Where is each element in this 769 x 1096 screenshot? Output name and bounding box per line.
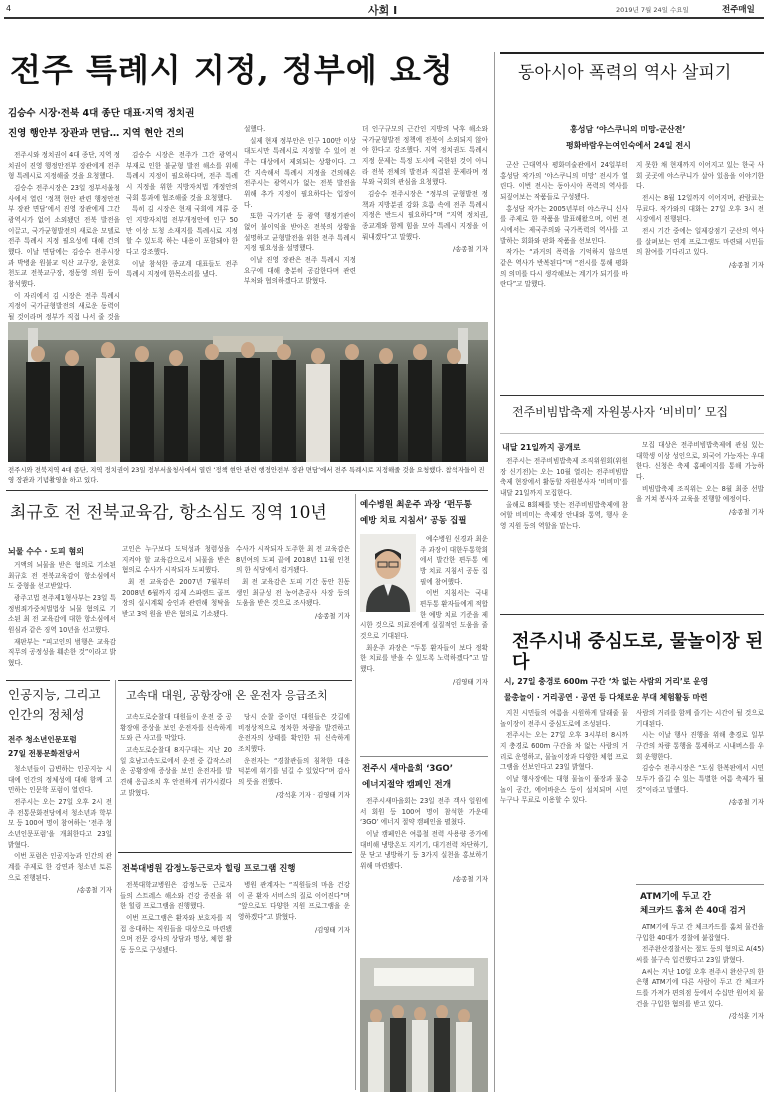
- paragraph: 고인은 누구보다 도덕성과 청렴성을 지켜야 할 교육감으로서 뇌물을 받은 혐의로 수사가 시작되자 도피했다.: [122, 545, 230, 575]
- east-asia-sub-2: 평화바람우는여인숙에서 24일 전시: [566, 141, 691, 150]
- paragraph: 이번 포럼은 인공지능과 인간의 관계를 주제로 한 강연과 청소년 토론으로 진행된다.: [8, 852, 112, 882]
- paragraph: 사람의 거리를 함께 즐기는 시간이 될 것으로 기대된다.: [636, 709, 764, 728]
- section-rule: [6, 680, 110, 681]
- paper-name: 전주매일: [722, 5, 755, 15]
- paragraph: 이날 행사장에는 대형 물놀이 풀장과 물총 놀이 공간, 에어바운스 등이 설치되며 시민 누구나 무료로 이용할 수 있다.: [500, 775, 628, 805]
- paragraph: 병원 관계자는 “직원들의 마음 건강이 곧 환자 서비스의 질로 이어진다”며 “앞으로도 다양한 지원 프로그램을 운영하겠다”고 밝혔다.: [238, 881, 350, 922]
- east-asia-column-2: [636, 160, 764, 384]
- column-divider: [115, 680, 116, 1092]
- section-rule: [360, 756, 488, 757]
- paragraph: 지 못한 채 현재까지 이어지고 있는 한국 사회 곳곳에 야스쿠니가 살아 있음을 이야기한다.: [636, 161, 764, 191]
- byline: /송종철 기자: [728, 798, 764, 807]
- section-rule: [6, 490, 488, 491]
- paragraph: 고속도로순찰대 대원들이 운전 중 공황장애 증상을 보인 운전자를 신속하게 도와 큰 사고를 막았다.: [120, 713, 232, 743]
- airport-column-1: [120, 712, 232, 848]
- page-header: [6, 2, 764, 16]
- page-number: 4: [6, 4, 12, 13]
- paragraph: ATM기에 두고 간 체크카드를 훔쳐 물건을 구입한 40대가 경찰에 붙잡혔다.: [636, 923, 764, 942]
- byline: /김영태 기자: [452, 677, 488, 686]
- paragraph: 청소년들이 급변하는 인공지능 시대에 인간의 정체성에 대해 함께 고민하는 인문학 포럼이 열린다.: [8, 765, 112, 795]
- paragraph: 이날 진영 장관은 전주 특례시 지정 요구에 대해 충분히 공감한다며 관련 부처와 협의하겠다고 밝혔다.: [244, 256, 356, 286]
- main-column-3: [244, 124, 356, 320]
- byline: /김영태 기자: [314, 925, 350, 934]
- section-title: 사회 Ⅰ: [368, 4, 398, 17]
- central-column-1: [500, 708, 628, 1090]
- ai-headline-2: 인간의 정체성: [8, 707, 85, 722]
- ai-headline: 인공지능, 그리고: [8, 687, 101, 702]
- paragraph: 거액의 뇌물을 받은 혐의로 기소된 최규호 전 전북교육감이 항소심에서도 중형을 선고받았다.: [8, 561, 116, 591]
- emotion-headline: 전북대병원 감정노동근로자 힐링 프로그램 진행: [122, 863, 296, 873]
- paragraph: 전주시는 오는 27일 오후 2시 전주 전통문화전당에서 청소년과 학부모 등 100여 명이 참여하는 ‘전주 청소년인문포럼’을 개최한다고 23일 밝혔다.: [8, 798, 112, 849]
- paragraph: 전주시는 오는 27일 오후 3시부터 8시까지 충경로 600m 구간을 차 없는 사람의 거리로 운영하고, 물놀이장과 다양한 체험 프로그램을 선보인다고 23일 밝혔다.: [500, 731, 628, 772]
- paragraph: 실제 현재 정부안은 인구 100만 이상 대도시만 특례시로 지정할 수 있어 전주는 대상에서 제외되는 상황이다. 그간 지속해서 특례시 지정을 건의해온 전주시는 광역시가 없는 전북 발전을 위해 추가 지정이 필요하다는 입장이다.: [244, 136, 356, 209]
- campaign-image: [360, 958, 488, 1092]
- byline: /송종철 기자: [452, 874, 488, 883]
- paragraph: 홍성담 작가는 2005년부터 야스쿠니 신사를 주제로 한 작품을 발표해왔으며, 이번 전시에서는 제국주의와 국가폭력의 역사를 고발하는 회화와 판화 작품을 선보인다.: [500, 204, 628, 245]
- choi-column-3: [236, 544, 350, 672]
- byline: /송종철 기자: [76, 886, 112, 895]
- paragraph: 김승수 전주시장은 “정부의 균형발전 정책과 지방분권 강화 흐름 속에 전주 특례시 지정은 반드시 필요하다”며 “지역 정치권, 종교계와 함께 힘을 모아 특례시 지정을 이뤄내겠다”고 말했다.: [362, 190, 488, 241]
- ai-body: [8, 764, 112, 1090]
- central-sub-2: 물총놀이 · 거리공연 · 공연 등 다채로운 부대 체험활동 마련: [504, 693, 708, 702]
- east-asia-banner: [500, 52, 764, 120]
- issue-date: 2019년 7월 24일 수요일: [616, 6, 689, 14]
- saemaul-headline-2: 에너지절약 캠페인 전개: [362, 780, 451, 790]
- east-asia-sub-1: 홍성담 ‘야스쿠니의 미망-군산전’: [570, 125, 686, 134]
- paragraph: 모집 대상은 전주비빔밥축제에 관심 있는 대학생 이상 성인으로, 외국어 가능자는 우대한다. 신청은 축제 홈페이지를 통해 가능하다.: [636, 441, 764, 482]
- paragraph: 전주시는 전주비빔밥축제 조직위원회(위원장 신기전)는 오는 10월 열리는 전주비빔밥축제 현장에서 활동할 자원봉사자 ‘비비미’를 내달 21일까지 모집한다.: [500, 457, 628, 498]
- section-rule: [500, 395, 764, 396]
- main-column-4: [362, 124, 488, 320]
- east-asia-column-1: [500, 160, 628, 384]
- main-photo-caption: 전주시와 전북지역 4대 종단, 지역 정치권이 23일 정부서울청사에서 열린 ‘정책 현안 관련 행정안전부 장관 면담’에서 전주 특례시로 지정해줄 것을 요청했다. 참석자들이 진영 장관과 기념촬영을 하고 있다.: [8, 466, 485, 484]
- east-asia-headline: 동아시아 폭력의 역사 살피기: [518, 63, 732, 83]
- paragraph: 재판부는 “피고인의 범행은 교육감 직무의 공정성을 훼손한 것”이라고 밝혔다.: [8, 637, 116, 668]
- paragraph: 작가는 “과거의 폭력을 기억하지 않으면 같은 역사가 반복된다”며 “전시를 통해 평화의 의미를 다시 생각해보는 계기가 되기를 바란다”고 말했다.: [500, 248, 628, 289]
- paragraph: 이날 참석한 종교계 대표들도 전주 특례시 지정에 한목소리를 냈다.: [126, 259, 238, 279]
- central-column-2: [636, 708, 764, 838]
- atm-headline-2: 체크카드 훔쳐 쓴 40대 검거: [640, 906, 746, 916]
- bibimbap-column-1: [500, 456, 628, 608]
- paragraph: 김승수 전주시장은 “도심 한복판에서 시민 모두가 즐길 수 있는 특별한 여름 축제가 될 것”이라고 말했다.: [636, 764, 764, 794]
- central-headline: 전주시내 중심도로, 물놀이장 된다: [512, 631, 764, 673]
- paragraph: 수사가 시작되자 도주한 최 전 교육감은 8년여의 도피 끝에 2018년 11월 인천의 한 식당에서 검거됐다.: [236, 545, 350, 575]
- paragraph: 이 자리에서 김 시장은 전주 특례시 지정이 국가균형발전의 새로운 동력이 될 것이라며 정부가 직접 나서 줄 것을: [8, 291, 120, 322]
- paragraph: 전시는 8월 12일까지 이어지며, 관람료는 무료다. 작가와의 대화는 27일 오후 3시 전시장에서 진행된다.: [636, 194, 764, 224]
- airport-headline: 고속대 대원, 공항장애 온 운전자 응급조치: [126, 689, 328, 702]
- paragraph: 올해로 8회째를 맞는 전주비빔밥축제에 참여할 비비미는 축제장 안내와 통역, 행사 운영 지원 등의 역할을 맡는다.: [500, 500, 628, 531]
- interview-body: [360, 534, 488, 720]
- paragraph: 더 인구규모의 근간인 지방의 낙후 해소와 국가균형발전 정책에 전북이 소외되지 않아야 한다고 강조했다. 지역 정치권도 특례시 지정 문제는 특정 도시에 국한된 것이 아니라 전북 전체의 발전과 직결된 문제라며 정부와 국회의 관심을 요청했다.: [362, 125, 488, 187]
- paragraph: 광주고법 전주제1형사부는 23일 특정범죄가중처벌법상 뇌물 혐의로 기소된 최 전 교육감에 대한 항소심에서 원심과 같은 징역 10년을 선고했다.: [8, 594, 116, 635]
- byline: /강석훈 기자: [728, 1012, 764, 1021]
- paragraph: 김승수 전주시장은 23일 정부서울청사에서 열린 ‘정책 현안 관련 행정안전부 장관 면담’에서 진영 장관에게 그간 광역시가 없어 소외됐던 전북 발전을 이끌고, 국가균형발전의 새로운 모델로 전주 특례시 지정 필요성에 대해 건의했다. 이날 면담에는 김승수 전주시장과 박병윤 원불교 익산 교구장, 윤현호 천도교 전북교구장, 정동영 의원 등이 참석했다.: [8, 184, 120, 289]
- airport-column-2: [238, 712, 350, 848]
- paragraph: 최 전 교육감은 도피 기간 동안 친동생인 최규성 전 농어촌공사 사장 등의 도움을 받은 것으로 조사됐다.: [236, 578, 350, 608]
- paragraph: 전북대학교병원은 감정노동 근로자들의 스트레스 해소와 건강 증진을 위한 힐링 프로그램을 진행했다.: [120, 881, 232, 911]
- ai-sub-1: 전주 청소년인문포럼: [8, 735, 77, 744]
- byline: /강석훈 기자 · 김영태 기자: [275, 790, 350, 799]
- byline: /송종철 기자: [728, 508, 764, 517]
- bibimbap-headline: 전주비빔밥축제 자원봉사자 ‘비비미’ 모집: [512, 405, 729, 419]
- main-photo: [8, 322, 488, 462]
- main-subheadline-2: 진영 행안부 장관과 면담… 지역 현안 건의: [8, 128, 185, 139]
- saemaul-body: [360, 796, 488, 956]
- byline: /송종철 기자: [728, 261, 764, 270]
- paragraph: 당시 순찰 중이던 대원들은 갓길에 비정상적으로 정차한 차량을 발견하고 운전자의 상태를 확인한 뒤 신속하게 조치했다.: [238, 713, 350, 754]
- main-subheadline-1: 김승수 시장·전북 4대 종단 대표·지역 정치권: [8, 108, 195, 119]
- central-sub-1: 시, 27일 충경로 600m 구간 ‘차 없는 사람의 거리’로 운영: [504, 677, 709, 686]
- paragraph: 김승수 시장은 전주가 그간 광역시 부재로 인한 불균형 발전 해소를 위해 특례시 지정이 필요하다며, 전주 특례시 지정을 위한 지방자치법 개정안의 국회 통과에 협조해줄 것을 요청했다.: [126, 151, 238, 202]
- paragraph: 전주완산경찰서는 절도 등의 혐의로 A(45)씨를 불구속 입건했다고 23일 밝혔다.: [636, 945, 764, 965]
- interview-headline: 예수병원 최운주 과장 ‘펀두통: [360, 500, 472, 510]
- choi-headline: 최규호 전 전북교육감, 항소심도 징역 10년: [10, 503, 327, 523]
- interview-headline-2: 예방 치료 지침서’ 공동 집필: [360, 516, 467, 526]
- paragraph: 또한 국가기관 등 광역 행정기관이 없어 불이익을 받아온 전북의 상황을 설명하고 균형발전을 위한 전주 특례시 지정 필요성을 설명했다.: [244, 212, 356, 253]
- ai-sub-2: 27일 전통문화전당서: [8, 749, 80, 758]
- paragraph: 전주시와 정치권이 4대 종단, 지역 정치권이 진영 행정안전부 장관에게 전주형 특례시로 지정해줄 것을 요청했다.: [8, 151, 120, 181]
- main-column-1: [8, 150, 120, 320]
- byline: /송종철 기자: [314, 612, 350, 621]
- main-headline: 전주 특례시 지정, 정부에 요청: [10, 51, 454, 89]
- paragraph: 이번 프로그램은 환자와 보호자를 직접 응대하는 직원들을 대상으로 마련됐으며 전문 강사의 상담과 명상, 체험 활동 등으로 구성됐다.: [120, 914, 232, 955]
- paragraph: 시는 이날 행사 진행을 위해 충경로 일부 구간의 차량 통행을 통제하고 시내버스를 우회 운행한다.: [636, 731, 764, 761]
- paragraph: 최 전 교육감은 2007년 7월부터 2008년 6월까지 김제 스파랜드 골프장의 실시계획 승인과 관련해 청탁을 받고 3억 원을 받은 혐의로 기소됐다.: [122, 578, 230, 619]
- paragraph: 운전자는 “경찰관들의 침착한 대응 덕분에 위기를 넘길 수 있었다”며 감사의 뜻을 전했다.: [238, 756, 350, 787]
- group-photo-image: [8, 322, 488, 462]
- paragraph: 설했다.: [244, 125, 266, 133]
- paragraph: 최운주 과장은 “두통 환자들이 보다 정확한 치료를 받을 수 있도록 노력하겠다”고 말했다.: [360, 643, 488, 674]
- choi-sub: 뇌물 수수 · 도피 혐의: [8, 547, 85, 556]
- paragraph: 고속도로순찰대 8지구대는 지난 20일 호남고속도로에서 운전 중 갑작스러운 공황장애 증상을 보인 운전자를 발견해 응급조치 후 안전하게 귀가시켰다고 밝혔다.: [120, 746, 232, 797]
- emotion-column-2: [238, 880, 350, 1090]
- atm-headline: ATM기에 두고 간: [640, 892, 712, 902]
- atm-body: [636, 922, 764, 1092]
- paragraph: 특히 김 시장은 현재 국회에 계류 중인 지방자치법 전부개정안에 인구 50만 이상 도청 소재지를 특례시로 지정할 수 있도록 하는 내용이 포함돼야 한다고 강조했다.: [126, 205, 238, 257]
- emotion-column-1: [120, 880, 232, 1090]
- paragraph: A씨는 지난 10일 오후 전주시 완산구의 한 은행 ATM기에 다른 사람이 두고 간 체크카드를 가져가 편의점 등에서 수십만 원어치 물건을 구입한 혐의를 받고 있다.: [636, 967, 764, 1008]
- header-rule: [4, 17, 764, 19]
- main-column-2: [126, 150, 238, 320]
- section-rule: [118, 680, 352, 681]
- paragraph: 전시 기간 중에는 일제강점기 군산의 역사를 살펴보는 연계 프로그램도 마련돼 시민들의 참여를 기다리고 있다.: [636, 227, 764, 257]
- paragraph: 이번 지침서는 국내 편두통 환자들에게 적합한 예방 치료 기준을 제시한 것으로 의료진에게 실질적인 도움을 줄 것으로 기대된다.: [360, 589, 488, 641]
- choi-column-2: [122, 544, 230, 672]
- column-divider: [355, 494, 356, 1090]
- byline: /송종철 기자: [452, 245, 488, 254]
- section-rule: [500, 433, 764, 434]
- section-rule: [636, 884, 764, 885]
- column-divider: [494, 52, 495, 1092]
- choi-column-1: [8, 560, 116, 670]
- bibimbap-sub: 내달 21일까지 공개로: [502, 443, 581, 452]
- paragraph: 지친 시민들의 여름을 시원하게 달래줄 물놀이장이 전주시 중심도로에 조성된다.: [500, 709, 628, 728]
- section-rule: [118, 852, 352, 853]
- paragraph: 예수병원 신경과 최운주 과장이 대한두통학회에서 발간한 편두통 예방 치료 지침서 공동 집필에 참여했다.: [420, 535, 488, 586]
- section-rule: [500, 614, 764, 615]
- paragraph: 군산 근대역사 평화미술관에서 24일부터 홍성담 작가의 ‘야스쿠니의 미망’ 전시가 열린다. 이번 전시는 동아시아 폭력의 역사를 되짚어보는 작품들로 구성됐다.: [500, 161, 628, 202]
- saemaul-headline: 전주시 새마을회 ‘3GO’: [362, 764, 453, 774]
- paragraph: 전주시새마을회는 23일 전주 객사 일원에서 회원 등 100여 명이 참석한 가운데 ‘3GO’ 에너지 절약 캠페인을 펼쳤다.: [360, 797, 488, 827]
- paragraph: 이날 캠페인은 여름철 전력 사용량 증가에 대비해 냉방온도 지키기, 대기전력 차단하기, 문 닫고 냉방하기 등 3가지 실천을 홍보하기 위해 마련됐다.: [360, 830, 488, 871]
- saemaul-photo: [360, 958, 488, 1092]
- bibimbap-column-2: [636, 440, 764, 608]
- paragraph: 비빔밥축제 조직위는 오는 8월 최종 선발을 거쳐 봉사자 교육을 진행할 예정이다.: [636, 484, 764, 504]
